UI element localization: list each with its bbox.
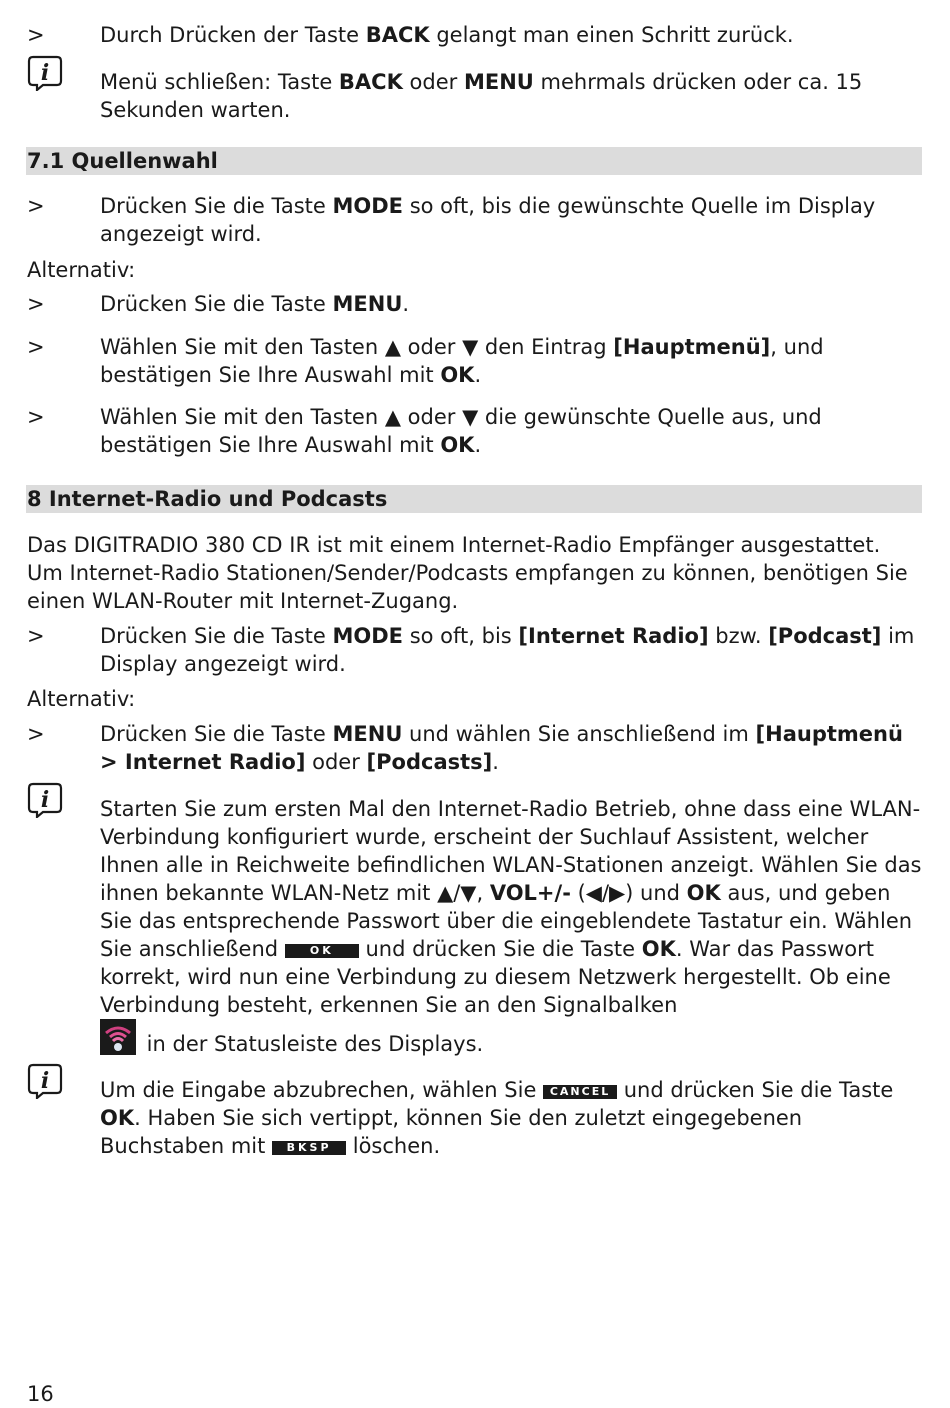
instruction-text: Drücken Sie die Taste MODE so oft, bis die gewünschte Quelle im Display angezeigt wird. [100, 194, 876, 246]
info-text: Menü schließen: Taste BACK oder MENU mehrmals drücken oder ca. 15 Sekunden warten. [100, 70, 863, 122]
info-icon [27, 782, 63, 818]
instruction-back [27, 21, 922, 49]
info-note-cancel [27, 1063, 922, 1160]
instruction-text: Drücken Sie die Taste MENU. [100, 292, 410, 316]
wifi-signal-icon [100, 1019, 136, 1055]
instruction-text: Drücken Sie die Taste MENU und wählen Sie anschließend im [Hauptmenü > Internet Radio] oder [Podcasts]. [100, 722, 903, 774]
ok-key-image: OK [285, 944, 359, 958]
instruction-mode-internet [27, 622, 922, 678]
info-text: Starten Sie zum ersten Mal den Internet-Radio Betrieb, ohne dass eine WLAN-Verbindung konfiguriert wurde, erscheint der Suchlauf Assistent, welcher Ihnen alle in Reichweite befindlichen WLAN-Stationen anzeigt. Wählen Sie das ihnen bekannte WLAN-Netz mit ▲/▼, VOL+/- (◀/▶) und OK aus, und geben Sie das entsprechende Passwort über die eingeblendete Tastatur ein. Wählen Sie anschließend OK und drücken Sie die Taste OK. War das Passwort korrekt, wird nun eine Verbindung zu diesem Netzwerk hergestellt. Ob eine Verbindung besteht, erkennen Sie an den Signalbalken in der Statusleiste des Displays. [100, 797, 922, 1056]
bullet-marker: > [27, 405, 45, 429]
instruction-main-menu [27, 333, 922, 389]
alternative-label: Alternativ: [27, 687, 136, 711]
section-heading-internet-radio: 8 Internet-Radio und Podcasts [26, 485, 922, 513]
instruction-select-source [27, 403, 922, 459]
info-icon [27, 55, 63, 91]
bullet-marker: > [27, 194, 45, 218]
bullet-marker: > [27, 335, 45, 359]
instruction-text: Wählen Sie mit den Tasten ▲ oder ▼ die gewünschte Quelle aus, und bestätigen Sie Ihre Auswahl mit OK. [100, 405, 822, 457]
info-text: Um die Eingabe abzubrechen, wählen Sie CANCEL und drücken Sie die Taste OK. Haben Sie sich vertippt, können Sie den zuletzt eingegebenen Buchstaben mit BKSP löschen. [100, 1078, 894, 1158]
instruction-text: Wählen Sie mit den Tasten ▲ oder ▼ den Eintrag [Hauptmenü], und bestätigen Sie Ihre Auswahl mit OK. [100, 335, 824, 387]
instruction-mode [27, 192, 922, 248]
alternative-label: Alternativ: [27, 258, 136, 282]
svg-text:i: i [40, 1068, 50, 1094]
svg-text:i: i [40, 787, 50, 813]
bullet-marker: > [27, 624, 45, 648]
instruction-menu [27, 290, 922, 318]
instruction-text: Durch Drücken der Taste BACK gelangt man einen Schritt zurück. [100, 23, 794, 47]
section-heading-source: 7.1 Quellenwahl [26, 147, 922, 175]
info-icon [27, 1063, 63, 1099]
instruction-menu-internet [27, 720, 922, 776]
bullet-marker: > [27, 292, 45, 316]
info-note-wlan-setup [27, 782, 922, 1058]
bksp-key-image: BKSP [272, 1141, 346, 1155]
bullet-marker: > [27, 23, 45, 47]
intro-paragraph: Das DIGITRADIO 380 CD IR ist mit einem Internet-Radio Empfänger ausgestattet. Um Internet-Radio Stationen/Sender/Podcasts empfangen zu können, benötigen Sie einen WLAN-Router mit Internet-Zugang. [27, 533, 908, 613]
info-note-close-menu [27, 55, 922, 124]
instruction-text: Drücken Sie die Taste MODE so oft, bis [Internet Radio] bzw. [Podcast] im Display angezeigt wird. [100, 624, 915, 676]
svg-text:i: i [40, 60, 50, 86]
cancel-key-image: CANCEL [543, 1085, 617, 1099]
bullet-marker: > [27, 722, 45, 746]
page-number: 16 [27, 1382, 54, 1406]
